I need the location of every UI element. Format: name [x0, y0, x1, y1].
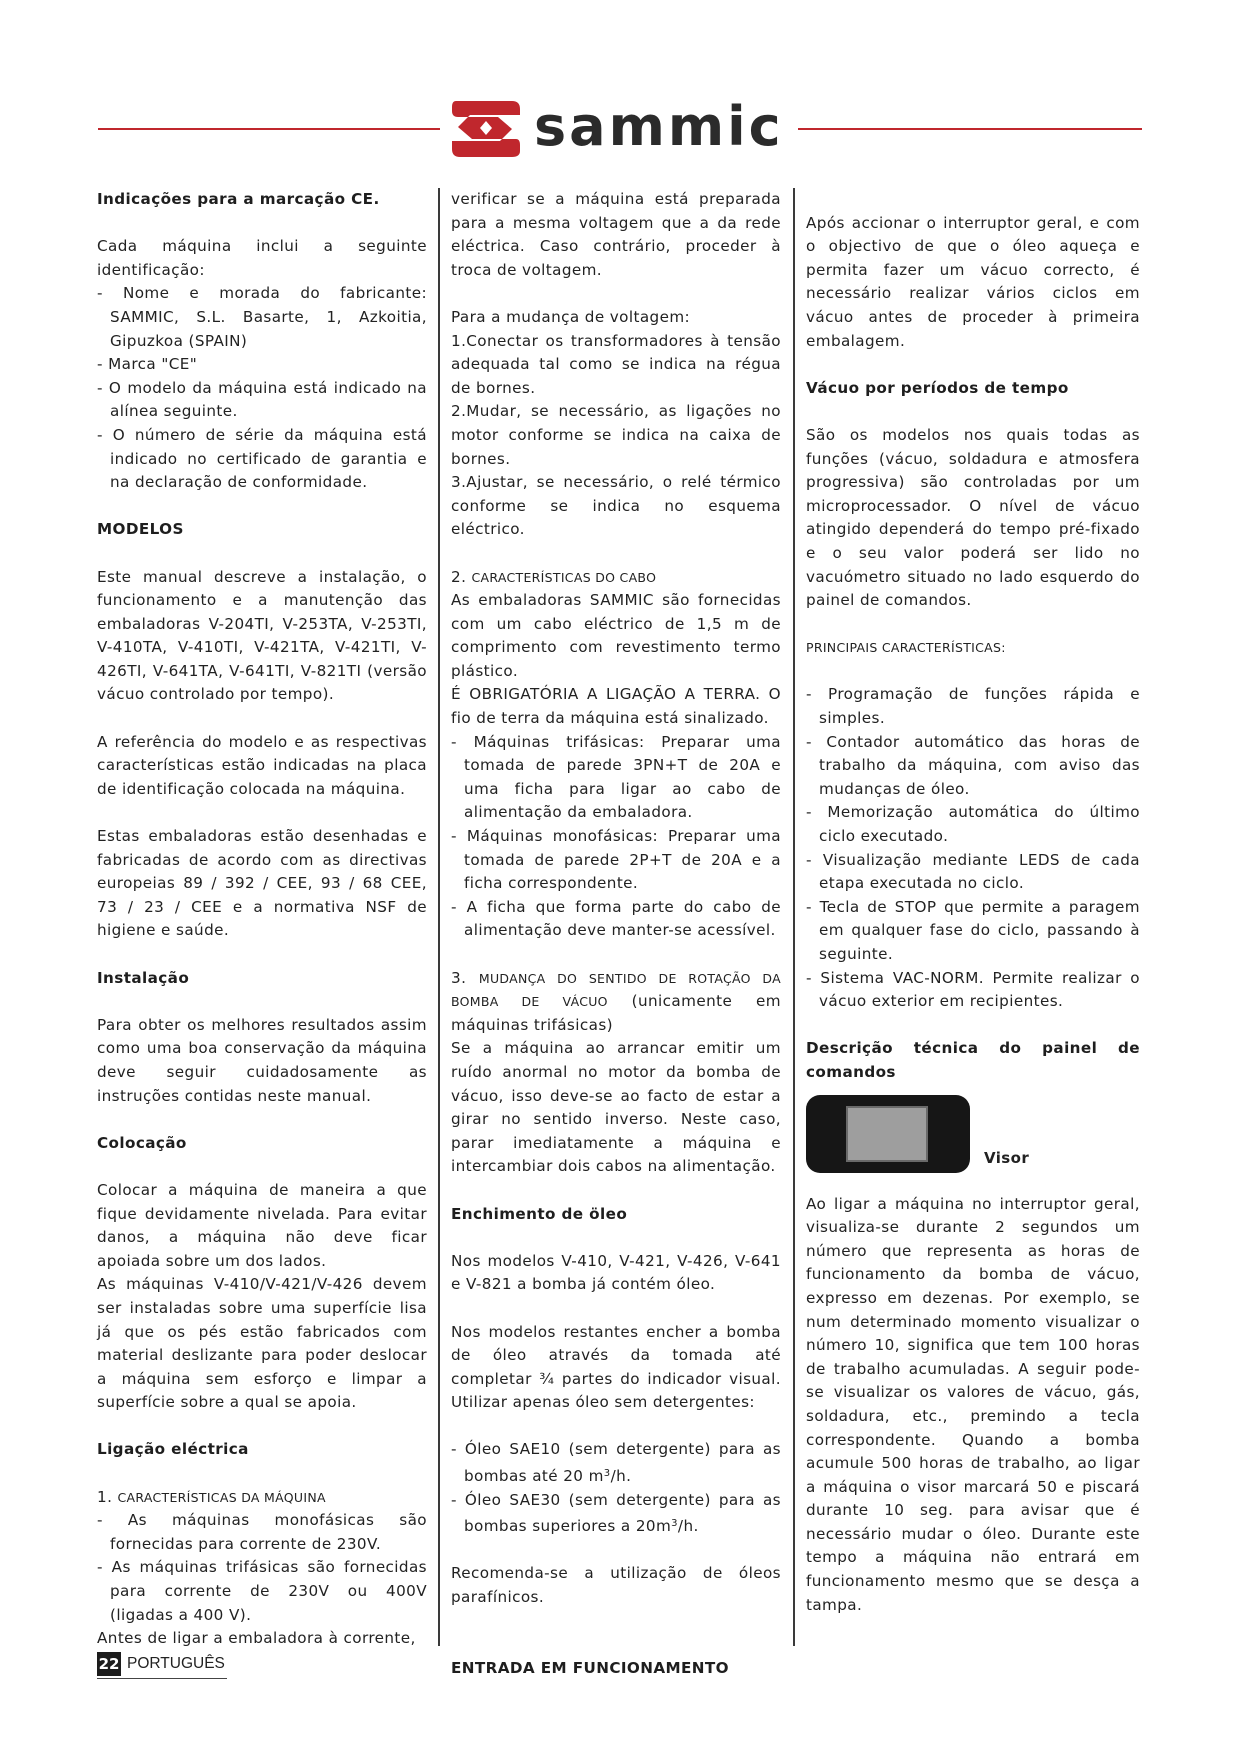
column-divider-2 — [793, 188, 795, 1646]
paragraph: verificar se a máquina está preparada para a mesma voltagem que a da rede eléctrica. Caso contrário, proceder à troca de voltagem. — [451, 190, 781, 279]
header-rule-left — [98, 128, 440, 130]
list-item: - Sistema VAC-NORM. Permite realizar o vácuo exterior em recipientes. — [806, 968, 1140, 1011]
list-item: - Memorização automática do último ciclo executado. — [806, 803, 1140, 846]
heading-modelos: MODELOS — [97, 520, 184, 539]
page-header — [98, 92, 1142, 164]
sammic-logo-icon — [448, 95, 524, 159]
header-rule-right — [798, 128, 1142, 130]
paragraph: Nos modelos V-410, V-421, V-426, V-641 e V-821 a bomba já contém óleo. — [451, 1251, 781, 1294]
paragraph: Colocar a máquina de maneira a que fique devidamente nivelada. Para evitar danos, a máquina não deve ficar apoiada sobre um dos lados. — [97, 1180, 427, 1270]
heading-painel: Descrição técnica do painel de comandos — [806, 1039, 1140, 1081]
heading-vacuo: Vácuo por períodos de tempo — [806, 378, 1069, 397]
column-3 — [806, 188, 1140, 1617]
display-figure — [806, 1095, 1140, 1185]
subheading-caracteristicas-maquina: 1. CARACTERÍSTICAS DA MÁQUINA — [97, 1487, 326, 1506]
paragraph: Antes de ligar a embaladora à corrente, — [97, 1629, 416, 1648]
paragraph: As máquinas V-410/V-421/V-426 devem ser instaladas sobre uma superfície lisa já que os pés estão fabricados com material deslizante para poder deslocar a máquina sem esforço e limpar a superfície sobre a qual se apoia. — [97, 1275, 427, 1412]
column-1 — [97, 188, 427, 1651]
step-item: 3.Ajustar, se necessário, o relé térmico conforme se indica no esquema eléctrico. — [451, 473, 781, 539]
page-number: 22 — [97, 1652, 121, 1676]
column-2 — [451, 188, 781, 1680]
paragraph: Após accionar o interruptor geral, e com o objectivo de que o óleo aqueça e permita fazer um vácuo correcto, é necessário realizar vários ciclos em vácuo antes de proceder à primeira embalagem. — [806, 213, 1140, 350]
list-item: - O número de série da máquina está indicado no certificado de garantia e na declaração de conformidade. — [97, 425, 427, 492]
list-item: - A ficha que forma parte do cabo de alimentação deve manter-se acessível. — [451, 897, 781, 940]
display-screen — [846, 1106, 928, 1162]
page-footer — [97, 1652, 227, 1679]
subheading-rotacao: 3. MUDANÇA DO SENTIDO DE ROTAÇÃO DA BOMBA DE VÁCUO (unicamente em máquinas trifásicas) — [451, 968, 781, 1034]
paragraph: Este manual descreve a instalação, o funcionamento e a manutenção das embaladoras V-204TI, V-253TA, V-253TI, V-410TA, V-410TI, V-421TA, V-421TI, V-426TI, V-641TA, V-641TI, V-821TI (versão vácuo controlado por tempo). — [97, 567, 427, 704]
step-item: 1.Conectar os transformadores à tensão adequada tal como se indica na régua de bornes. — [451, 331, 781, 397]
paragraph: São os modelos nos quais todas as funções (vácuo, soldadura e atmosfera progressiva) são controladas por um microprocessador. O nível de vácuo atingido dependerá do tempo pré-fixado e o seu valor poderá ser lido no vacuómetro situado no lado esquerdo do painel de comandos. — [806, 425, 1140, 610]
paragraph: Para a mudança de voltagem: — [451, 307, 691, 326]
paragraph: Ao ligar a máquina no interruptor geral, visualiza-se durante 2 segundos um número que representa as horas de funcionamento da bomba de vácuo, expresso em dezenas. Por exemplo, se num determinado momento visualizar o número 10, significa que tem 100 horas de trabalho acumuladas. A seguir pode-se visualizar os valores de vácuo, gás, soldadura, etc., premindo a tecla correspondente. Quando a bomba acumule 500 horas de trabalho, ao ligar a máquina o visor marcará 50 e piscará durante 10 seg. para avisar que é necessário mudar o óleo. Durante este tempo a máquina não entrará em funcionamento mesmo que se desça a tampa. — [806, 1194, 1140, 1614]
list-item: - O modelo da máquina está indicado na alínea seguinte. — [97, 378, 427, 421]
heading-oleo: Enchimento de öleo — [451, 1204, 628, 1223]
heading-ligacao: Ligação eléctrica — [97, 1440, 249, 1459]
visor-label: Visor — [984, 1148, 1030, 1167]
list-item: - Visualização mediante LEDS de cada etapa executada no ciclo. — [806, 850, 1140, 893]
list-item: - Máquinas trifásicas: Preparar uma tomada de parede 3PN+T de 20A e uma ficha para ligar ao cabo de alimentação da embaladora. — [451, 732, 781, 822]
heading-entrada: ENTRADA EM FUNCIONAMENTO — [451, 1658, 729, 1677]
display-panel — [806, 1095, 970, 1173]
list-item: - Tecla de STOP que permite a paragem em qualquer fase do ciclo, passando à seguinte. — [806, 897, 1140, 963]
paragraph: As embaladoras SAMMIC são fornecidas com um cabo eléctrico de 1,5 m de comprimento com revestimento termo plástico. — [451, 591, 781, 680]
list-item: - As máquinas monofásicas são fornecidas para corrente de 230V. — [97, 1511, 427, 1553]
list-item: - Marca "CE" — [97, 355, 198, 374]
heading-colocacao: Colocação — [97, 1133, 187, 1152]
subheading-principais: PRINCIPAIS CARACTERÍSTICAS: — [806, 640, 1006, 656]
subheading-caracteristicas-cabo: 2. CARACTERÍSTICAS DO CABO — [451, 567, 657, 586]
brand-name: sammic — [534, 95, 784, 158]
list-item: - Contador automático das horas de trabalho da máquina, com aviso das mudanças de óleo. — [806, 732, 1140, 798]
list-item: - Nome e morada do fabricante: SAMMIC, S.L. Basarte, 1, Azkoitia, Gipuzkoa (SPAIN) — [97, 284, 427, 350]
paragraph: É OBRIGATÓRIA A LIGAÇÃO A TERRA. O fio de terra da máquina está sinalizado. — [451, 685, 781, 728]
list-item: - Máquinas monofásicas: Preparar uma tomada de parede 2P+T de 20A e a ficha correspondente. — [451, 827, 781, 893]
step-item: 2.Mudar, se necessário, as ligações no motor conforme se indica na caixa de bornes. — [451, 402, 781, 468]
heading-ce: Indicações para a marcação CE. — [97, 190, 380, 208]
sammic-logo — [448, 92, 793, 164]
paragraph: Recomenda-se a utilização de óleos parafínicos. — [451, 1564, 781, 1607]
list-item: - Programação de funções rápida e simples. — [806, 685, 1140, 728]
paragraph: Nos modelos restantes encher a bomba de óleo através da tomada até completar ¾ partes do indicador visual. Utilizar apenas óleo sem detergentes: — [451, 1322, 781, 1412]
heading-instalacao: Instalação — [97, 968, 190, 987]
paragraph: A referência do modelo e as respectivas características estão indicadas na placa de identificação colocada na máquina. — [97, 732, 427, 798]
page-language: PORTUGUÊS — [127, 1655, 225, 1672]
list-item: - Óleo SAE30 (sem detergente) para as bombas superiores a $20m^3/h$. — [451, 1490, 781, 1536]
list-item: - Óleo SAE10 (sem detergente) para as bombas até 20 $m^3/h$. — [451, 1440, 781, 1486]
paragraph: Estas embaladoras estão desenhadas e fabricadas de acordo com as directivas europeias 89 / 392 / CEE, 93 / 68 CEE, 73 / 23 / CEE e a normativa NSF de higiene e saúde. — [97, 827, 427, 940]
list-item: - As máquinas trifásicas são fornecidas para corrente de 230V ou 400V (ligadas a 400 V). — [97, 1558, 427, 1624]
column-divider-1 — [438, 188, 440, 1646]
paragraph: Se a máquina ao arrancar emitir um ruído anormal no motor da bomba de vácuo, isso deve-se ao facto de estar a girar no sentido inverso. Neste caso, parar imediatamente a máquina e intercambiar dois cabos na alimentação. — [451, 1039, 781, 1176]
paragraph: Para obter os melhores resultados assim como uma boa conservação da máquina deve seguir cuidadosamente as instruções contidas neste manual. — [97, 1015, 427, 1105]
paragraph: Cada máquina inclui a seguinte identificação: — [97, 237, 427, 279]
